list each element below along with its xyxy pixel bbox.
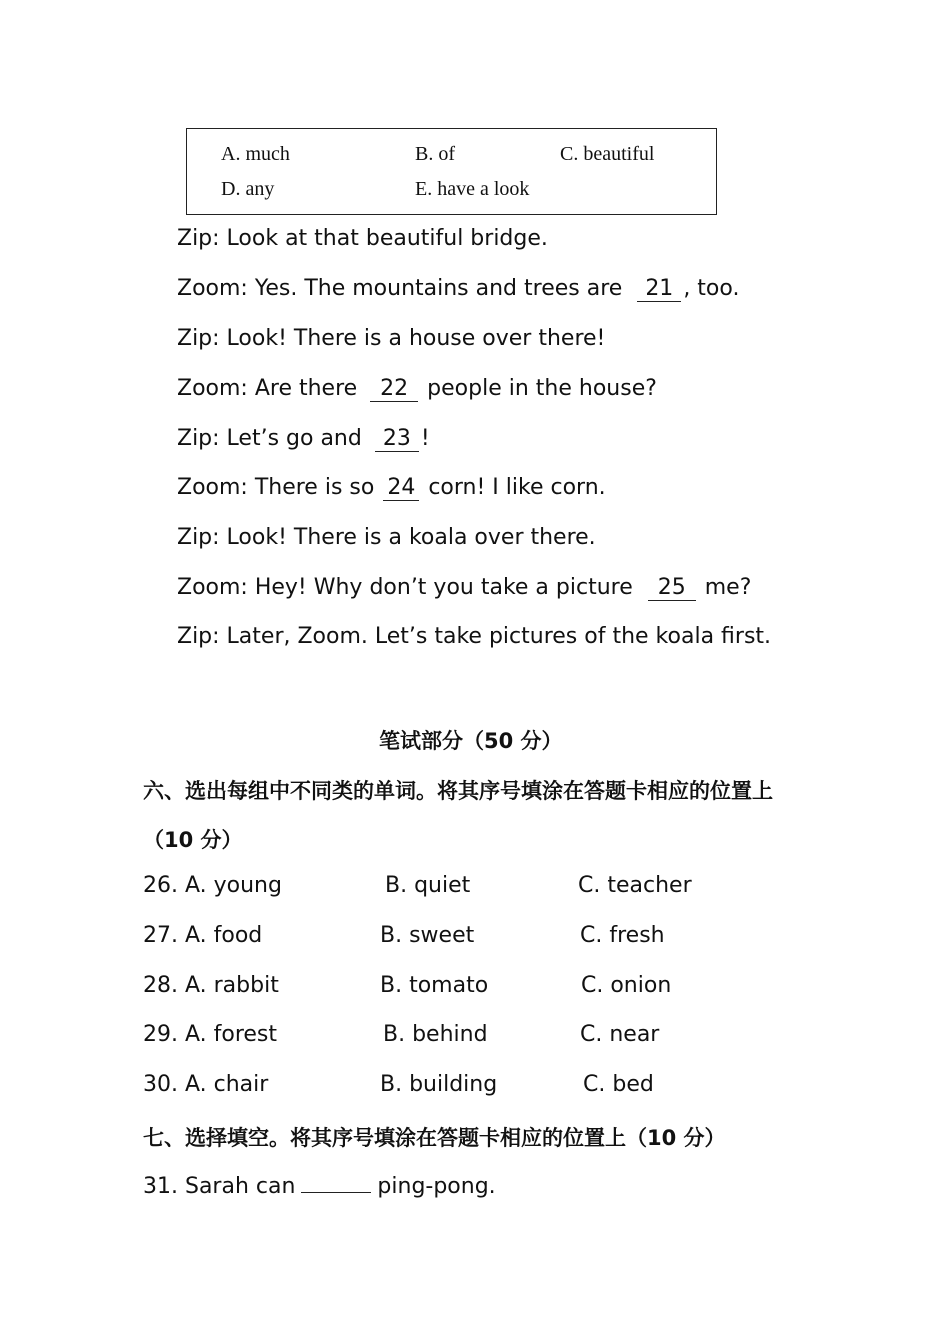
blank-23[interactable]: 23 <box>375 426 419 452</box>
dialogue-text: , too. <box>683 276 740 301</box>
choice-a[interactable]: 29. A. forest <box>143 1022 278 1047</box>
choice-a[interactable]: 26. A. young <box>143 873 282 898</box>
dialogue-text: Zip: Look! There is a house over there! <box>177 326 606 351</box>
dialogue-line <box>177 525 596 550</box>
choice-b[interactable]: B. quiet <box>385 873 471 898</box>
dialogue-line <box>177 475 606 501</box>
dialogue-line <box>177 326 605 351</box>
dialogue-text: corn! I like corn. <box>428 475 606 500</box>
dialogue-line <box>177 624 771 649</box>
choice-c[interactable]: C. near <box>580 1022 660 1047</box>
question-31-text: 31. Sarah can <box>143 1174 296 1199</box>
question-31-text-end: ping-pong. <box>377 1174 496 1199</box>
blank-21[interactable]: 21 <box>637 276 681 302</box>
choice-c[interactable]: C. teacher <box>578 873 692 898</box>
dialogue-line <box>177 376 657 402</box>
blank-24[interactable]: 24 <box>383 475 419 501</box>
blank-22[interactable]: 22 <box>370 376 418 402</box>
dialogue-line <box>177 226 548 251</box>
dialogue-line <box>177 575 751 601</box>
question-31 <box>143 1172 496 1199</box>
written-part-title: 笔试部分（50 分） <box>379 729 563 753</box>
choice-b[interactable]: B. sweet <box>380 923 475 948</box>
word-box <box>186 128 717 215</box>
dialogue-text: Zoom: There is so <box>177 475 375 500</box>
option-e: E. have a look <box>415 178 530 200</box>
blank-25[interactable]: 25 <box>648 575 696 601</box>
choice-c[interactable]: C. fresh <box>580 923 665 948</box>
answer-blank[interactable] <box>301 1172 371 1193</box>
option-c: C. beautiful <box>560 143 655 165</box>
choice-b[interactable]: B. building <box>380 1072 498 1097</box>
section6-score: （10 分） <box>143 828 243 852</box>
dialogue-text: ! <box>420 426 430 451</box>
section6-title: 六、选出每组中不同类的单词。将其序号填涂在答题卡相应的位置上 <box>143 779 773 803</box>
dialogue-text: me? <box>704 575 752 600</box>
dialogue-text: Zoom: Are there <box>177 376 358 401</box>
option-b: B. of <box>415 143 455 165</box>
option-d: D. any <box>221 178 275 200</box>
option-a: A. much <box>221 143 290 165</box>
dialogue-line <box>177 426 430 452</box>
dialogue-line <box>177 276 739 302</box>
choice-a[interactable]: 30. A. chair <box>143 1072 269 1097</box>
dialogue-text: Zip: Let’s go and <box>177 426 362 451</box>
dialogue-text: Zoom: Yes. The mountains and trees are <box>177 276 623 301</box>
choice-b[interactable]: B. behind <box>383 1022 488 1047</box>
dialogue-text: people in the house? <box>427 376 657 401</box>
dialogue-text: Zip: Look at that beautiful bridge. <box>177 226 548 251</box>
choice-c[interactable]: C. bed <box>583 1072 654 1097</box>
section7-title: 七、选择填空。将其序号填涂在答题卡相应的位置上（10 分） <box>143 1126 726 1150</box>
choice-a[interactable]: 27. A. food <box>143 923 263 948</box>
choice-a[interactable]: 28. A. rabbit <box>143 973 279 998</box>
choice-c[interactable]: C. onion <box>581 973 672 998</box>
dialogue-text: Zoom: Hey! Why don’t you take a picture <box>177 575 633 600</box>
dialogue-text: Zip: Later, Zoom. Let’s take pictures of the koala first. <box>177 624 772 649</box>
dialogue-text: Zip: Look! There is a koala over there. <box>177 525 596 550</box>
choice-b[interactable]: B. tomato <box>380 973 489 998</box>
